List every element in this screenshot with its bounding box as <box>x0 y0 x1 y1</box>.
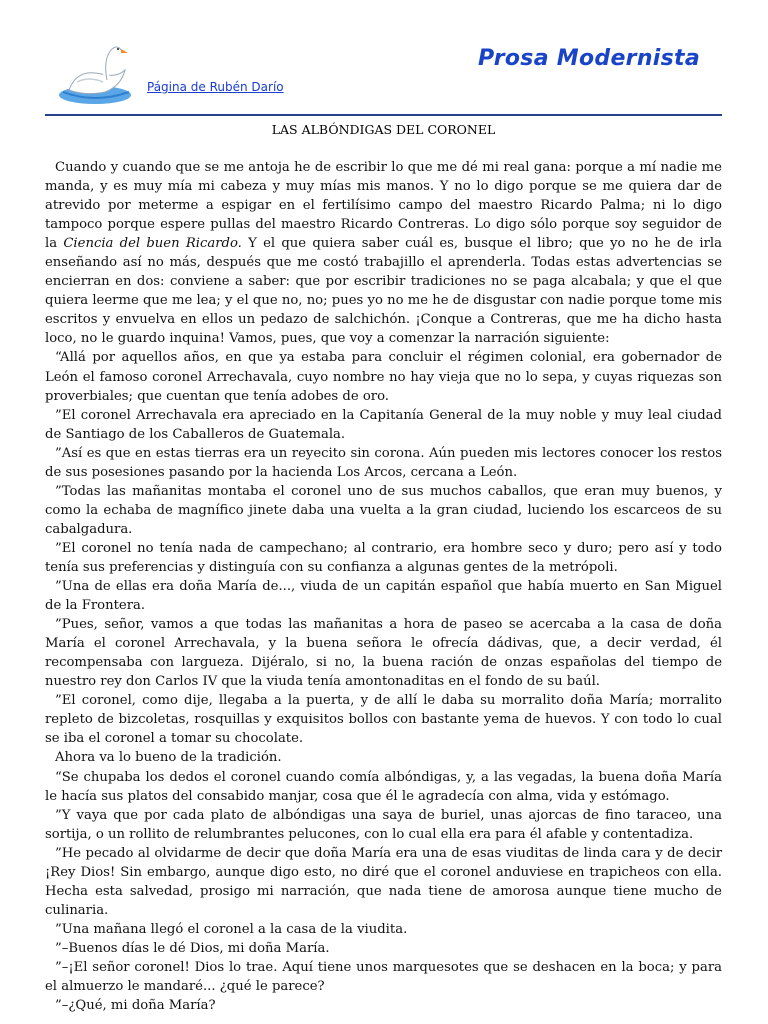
page-header <box>0 0 768 118</box>
paragraph: ”–¿Qué, mi doña María? <box>55 998 216 1014</box>
paragraph: ”–¡El señor coronel! Dios lo trae. Aquí tiene unos marquesotes que se deshacen en la boca; y para el almuerzo le mandaré... ¿qué le parece? <box>45 959 722 995</box>
paragraph: ”–Buenos días le dé Dios, mi doña María. <box>55 940 330 956</box>
paragraph: ”Así es que en estas tierras era un reyecito sin corona. Aún pueden mis lectores conocer los restos de sus posesiones pasando por la hacienda Los Arcos, cercana a León. <box>45 445 722 480</box>
paragraph: Ahora va lo bueno de la tradición. <box>55 750 282 766</box>
ruben-dario-page-link[interactable]: Página de Rubén Darío <box>147 80 284 94</box>
paragraph: Cuando y cuando que se me antoja he de escribir lo que me dé mi real gana: porque a mí nadie me manda, y es muy mía mi cabeza y muy mías mis manos. Y no lo digo porque se me quiera dar de atrevido por meterme a espigar en el fertilísimo campo del maestro Ricardo Palma; ni lo digo tampoco porque espere pullas del maestro Ricardo Contreras. Lo digo sólo porque soy seguidor de la Ciencia del buen Ricardo. Y el que quiera saber cuál es, busque el libro; que yo no he de irla enseñando así no más, después que me costó trabajillo el aprenderla. Todas estas advertencias se encierran en dos: conviene a saber: que por escribir tradiciones no se paga alcabala; y que el que quiera leerme que me lea; y el que no, no; pues yo no me he de disgustar con nadie porque tome mis escritos y envuelva en ellos un pedazo de salchichón. ¡Conque a Contreras, que me ha dicho hasta loco, no le guardo inquina! Vamos, pues, que voy a comenzar la narración siguiente: <box>45 160 722 347</box>
paragraph: ”Todas las mañanitas montaba el coronel uno de sus muchos caballos, que eran muy buenos, y como la echaba de magnífico jinete daba una vuelta a la gran ciudad, luciendo los escarceos de su cabalgadura. <box>45 483 722 537</box>
document-title: LAS ALBÓNDIGAS DEL CORONEL <box>271 122 496 137</box>
paragraph: ”Y vaya que por cada plato de albóndigas una saya de buriel, unas ajorcas de fino taraceo, una sortija, o un rollito de relumbrantes pelucones, con lo cual ella era para él afable y contentadiza. <box>45 807 722 842</box>
paragraph: “Se chupaba los dedos el coronel cuando comía albóndigas, y, a las vegadas, la buena doña María le hacía sus platos del consabido manjar, cosa que él le agradecía con alma, vida y estómago. <box>45 769 722 804</box>
paragraph: ”Una mañana llegó el coronel a la casa de la viudita. <box>55 921 408 937</box>
paragraph: ”El coronel Arrechavala era apreciado en la Capitanía General de la muy noble y muy leal ciudad de Santiago de los Caballeros de Guatemala. <box>45 407 722 442</box>
header-divider <box>45 114 722 116</box>
paragraph: ”El coronel no tenía nada de campechano; al contrario, era hombre seco y duro; pero así y todo tenía sus preferencias y distinguía con su confianza a algunas gentes de la metrópoli. <box>45 540 722 575</box>
site-title: Prosa Modernista <box>478 46 700 71</box>
paragraph: ”He pecado al olvidarme de decir que doña María era una de esas viuditas de linda cara y de decir ¡Rey Dios! Sin embargo, aunque digo esto, no diré que el coronel anduviese en trapicheos con ella. Hecha esta salvedad, prosigo mi narración, que nada tiene de amorosa aunque tiene mucho de culinaria. <box>45 845 722 918</box>
paragraph: ”Una de ellas era doña María de..., viuda de un capitán español que había muerto en San Miguel de la Frontera. <box>45 579 722 614</box>
book-title: Ciencia del buen Ricardo. <box>63 236 242 252</box>
paragraph: “Allá por aquellos años, en que ya estaba para concluir el régimen colonial, era gobernador de León el famoso coronel Arrechavala, cuyo nombre no hay vieja que no lo sepa, y cuyas riquezas son proverbiales; que cuentan que tenía adobes de oro. <box>45 350 722 404</box>
swan-icon <box>55 40 135 106</box>
document-body <box>45 158 722 1015</box>
paragraph: ”El coronel, como dije, llegaba a la puerta, y de allí le daba su morralito doña María; morralito repleto de bizcoletas, rosquillas y exquisitos bollos con bastante yema de huevos. Y con todo lo cual se iba el coronel a tomar su chocolate. <box>45 693 722 747</box>
paragraph: ”Pues, señor, vamos a que todas las mañanitas a hora de paseo se acercaba a la casa de doña María el coronel Arrechavala, y la buena señora le ofrecía dádivas, que, a decir verdad, él recompensaba con largueza. Dijéralo, si no, la buena ración de onzas españolas del tiempo de nuestro rey don Carlos IV que la viuda tenía amontonaditas en el fondo de su baúl. <box>45 617 722 690</box>
